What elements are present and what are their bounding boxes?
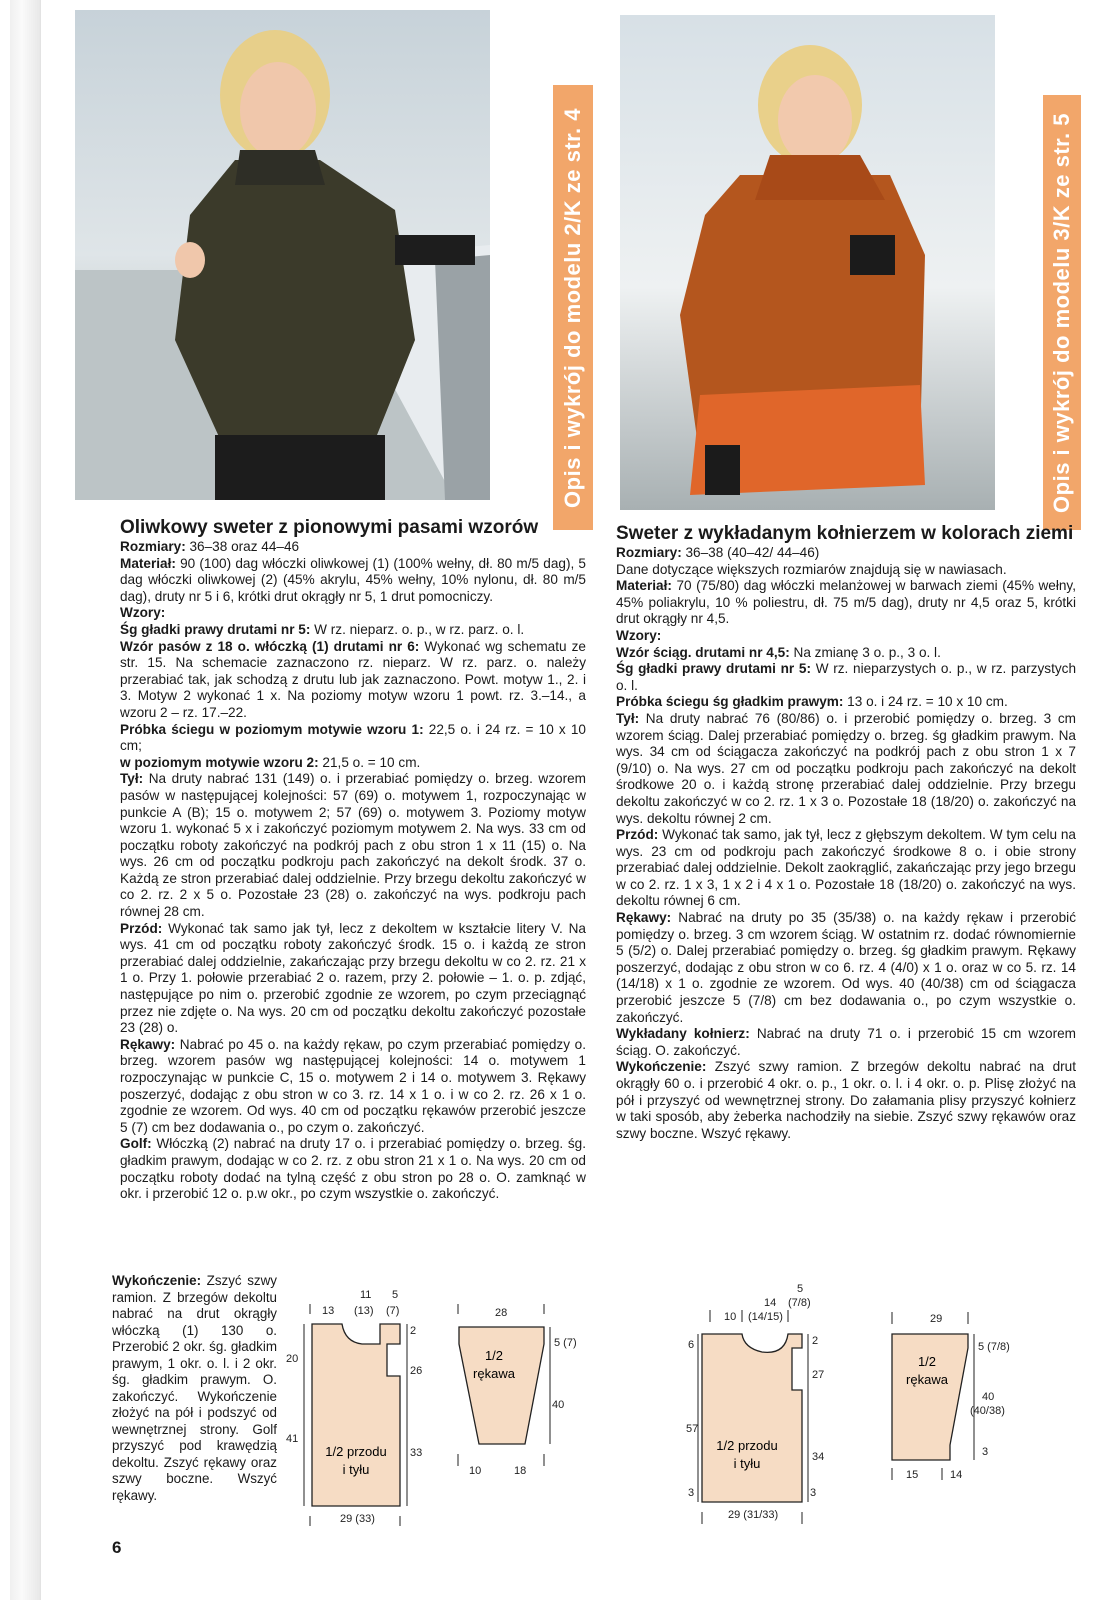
section-paragraph <box>616 827 1076 910</box>
left-finish <box>112 1273 277 1504</box>
rd-body-label-1: 1/2 przodu <box>716 1438 778 1453</box>
rs-40: 40 <box>982 1391 995 1403</box>
right-sections <box>616 545 1076 1142</box>
page-gutter <box>10 0 41 1600</box>
rd-34: 34 <box>812 1451 825 1463</box>
page-number: 6 <box>112 1538 122 1557</box>
section-label: Próbka ściegu śg gładkim prawym: <box>616 694 844 710</box>
ls-10: 10 <box>469 1465 482 1477</box>
section-text: Włóczką (2) nabrać na druty 17 o. i przerabiać pomiędzy o. brzeg. śg. gładkim prawym, dodając w co 2. rz. z obu stron 21 x 1 o. Na wys. 20 cm od początku roboty dodać na tylną część z obu stron po 28 o. O. zamknąć w okr. i przerobić 12 o. p.w okr., po czym wszystkie o. zakończyć. <box>120 1136 586 1202</box>
left-title: Oliwkowy sweter z pionowymi pasami wzorów <box>120 517 539 538</box>
section-text: Na druty nabrać 131 (149) o. i przerabiać pomiędzy o. brzeg. wzorem pasów w następującej kolejności: 57 (69) o. motywem 1, rozpoczynając w punkcie A (B); 15 o. motywem 2; 57 (69) o. motywem 3. Poziomy motyw wzoru 1. wykonać 5 x i zakończyć poziomym motywem 2. Na wys. 33 cm od początku roboty zakończyć na podkrój pach z obu stron 1 x 11 (15) o. Na wys. 26 cm od początku podkroju pach zakończyć na dekolt środk. 37 o. Każdą ze stron przerabiać dalej oddzielnie. Przy brzegu dekoltu zakończyć w co 2. rz. 2 x 5 o. Pozostałe 23 (28) o. zakończyć na wys. podkroju pach równej 28 cm. <box>120 771 586 920</box>
section-text: 70 (75/80) dag włóczki melanżowej w barwach ziemi (45% wełny, 45% poliakrylu, 10 % poliestru, dł. 75 m/5 dag), druty nr 4,5 oraz 5, krótki drut okrągły nr 4,5. <box>616 578 1076 627</box>
ld-13: 13 <box>322 1305 335 1317</box>
section-label: w poziomym motywie wzoru 2: <box>120 754 319 770</box>
ld-5: 5 <box>392 1289 399 1301</box>
ld-41: 41 <box>286 1433 299 1445</box>
rd-27: 27 <box>812 1369 825 1381</box>
section-text: 36–38 (40–42/ 44–46) <box>681 545 820 560</box>
ld-7: (7) <box>386 1305 400 1317</box>
section-paragraph <box>120 722 586 755</box>
ls-57: 5 (7) <box>554 1337 577 1349</box>
rd-10: 10 <box>724 1311 737 1323</box>
section-text: Na zmianę 3 o. p., 3 o. l. <box>789 644 941 660</box>
section-paragraph <box>616 661 1076 694</box>
ld-26: 26 <box>410 1365 423 1377</box>
section-paragraph <box>616 545 1076 562</box>
section-text: 21,5 o. = 10 cm. <box>318 754 421 770</box>
rd-body-label-2: i tyłu <box>733 1456 761 1471</box>
section-label: Tył: <box>616 710 640 726</box>
section-paragraph <box>616 628 1076 645</box>
section-paragraph <box>616 711 1076 827</box>
left-finish-label: Wykończenie: <box>112 1273 202 1288</box>
section-label: Rękawy: <box>616 910 672 926</box>
ld-29: 29 (33) <box>340 1513 375 1525</box>
ls-18: 18 <box>514 1465 527 1477</box>
section-text: Wykonać wg schematu ze str. 15. Na schemacie zaznaczono rz. nieparz. W rz. parz. o. należy przerabiać tak, jak schodzą z drutu lub jak zaznaczono. Powt. motyw 1., 2. i 3. Motyw 2 wykonać 1 x. Na poziomy motyw wzoru 1 powt. rz. 3.–14., a wzoru 2 – rz. 17.–22. <box>120 638 586 720</box>
section-text: 90 (100) dag włóczki oliwkowej (1) (100% wełny, dł. 80 m/5 dag), 5 dag włóczki oliwkowej (2) (45% akrylu, 45% wełny, 10% nylonu, dł. 80 m/5 dag), druty nr 5 i 6, krótki drut okrągły nr 5, 1 drut pomocniczy. <box>120 555 586 604</box>
ls-40: 40 <box>552 1399 565 1411</box>
rd-6: 6 <box>688 1339 695 1351</box>
section-text: Wykonać tak samo, jak tył, lecz z głębszym dekoltem. W tym celu na wys. 23 cm od podkroju pach zakończyć środkowe 8 o. i obie strony przerabiać dalej oddzielnie. Dekolt zaokrąglić, zakańczając przy jego brzegu w co 2. rz. 1 x 3, 1 x 2 i 4 x 1 o. Pozostałe 18 (18/20) o. zakończyć na wys. dekoltu równej 6 cm. <box>616 827 1076 909</box>
section-label: Wzór ściąg. drutami nr 4,5: <box>616 644 790 660</box>
ld-20: 20 <box>286 1353 299 1365</box>
ld-body-label-2: i tyłu <box>342 1462 370 1477</box>
rd-29: 29 (31/33) <box>728 1509 779 1521</box>
section-paragraph <box>120 639 586 722</box>
section-text: 22,5 o. i 24 rz. = 10 x 10 cm; <box>120 721 586 754</box>
side-tab-left-text: Opis i wykrój do modelu 2/K ze str. 4 <box>560 107 585 508</box>
section-label: Rozmiary: <box>120 539 186 554</box>
left-sections <box>120 539 586 1203</box>
rd-1415: (14/15) <box>748 1311 783 1323</box>
rs-4038: (40/38) <box>970 1405 1005 1417</box>
photo-olive-sweater <box>75 10 490 500</box>
left-finish-text: Zszyć szwy ramion. Z brzegów dekoltu nabrać na drut okrągły włóczką (1) 130 o. Przerobić 2 okr. śg. gładkim prawym, 1 okr. o. l. i 2 okr. śg. gładkim prawym. O. zakończyć. Wykończenie złożyć na pół i podszyć od wewnętrznej strony. Golf przyszyć pod krawędzią dekoltu. Zszyć rękawy oraz szwy boczne. Wszyć rękawy. <box>112 1273 277 1503</box>
rd-3a: 3 <box>688 1487 695 1499</box>
rs-29: 29 <box>930 1313 943 1325</box>
section-paragraph <box>616 1059 1076 1142</box>
section-text: W rz. nieparzystych o. p., w rz. parzystych o. l. <box>616 661 1077 693</box>
rs-15: 15 <box>906 1469 919 1481</box>
section-text: Nabrać na druty po 35 (35/38) o. na każdy rękaw i przerobić pomiędzy o. brzeg. 3 cm wzorem ściąg. W ostatnim rz. dodać równomiernie 5 (5/2) o. Dalej przerabiać pomiędzy o. brzeg. śg gładkim prawym. Rękawy poszerzyć, dodając z obu stron w co 6. rz. 4 (4/0) x 1 o. oraz w co 5. rz. 14 (14/18) x 1 o. zgodnie ze wzorem. Od wys. 40 (40/38) cm od ściągacza przerobić jeszcze 5 (7/8) cm bez dodawania o., po czym wszystkie o. zakończyć. <box>616 910 1076 1025</box>
section-label: Rozmiary: <box>616 545 682 560</box>
section-label: Wykładany kołnierz: <box>616 1026 750 1042</box>
rd-2: 2 <box>812 1335 819 1347</box>
section-label: Przód: <box>616 827 659 843</box>
section-text: W rz. nieparz. o. p., w rz. parz. o. l. <box>310 621 525 637</box>
section-paragraph <box>616 562 1076 579</box>
ld-2: 2 <box>410 1325 417 1337</box>
section-paragraph <box>616 910 1076 1026</box>
section-paragraph <box>120 921 586 1037</box>
rs-3: 3 <box>982 1446 989 1458</box>
section-paragraph <box>616 645 1076 662</box>
ls-label-1: 1/2 <box>484 1348 504 1363</box>
section-label: Tył: <box>120 771 144 787</box>
side-tab-left <box>553 85 593 530</box>
section-text: 36–38 oraz 44–46 <box>185 539 300 554</box>
rd-3b: 3 <box>810 1487 817 1499</box>
section-text: 13 o. i 24 rz. = 10 x 10 cm. <box>843 694 1008 710</box>
section-label: Materiał: <box>120 555 176 571</box>
section-label: Wzory: <box>120 605 166 621</box>
section-label: Próbka ściegu w poziomym motywie wzoru 1: <box>120 721 424 737</box>
section-label: Golf: <box>120 1136 152 1152</box>
section-text: Nabrać po 45 o. na każdy rękaw, po czym przerabiać pomiędzy o. brzeg. wzorem pasów wg następującej kolejności: 14 o. motywem 1 rozpoczynając w punkcie C, 15 o. motywem 2 i 14 o. motywem 3. Rękawy poszerzyć, dodając z obu stron w co 3. rz. 14 x 1 o. i w co 2. rz. 26 x 1 o. zgodnie ze wzorem. Od wys. 40 cm od początku rękawów przerobić jeszcze 5 (7) cm bez dodawania o., po czym o. zakończyć. <box>120 1036 586 1135</box>
right-title: Sweter z wykładanym kołnierzem w kolorach ziemi <box>616 523 1074 544</box>
ld-11: 11 <box>360 1289 372 1301</box>
photo-earth-sweater <box>620 15 995 510</box>
rd-14: 14 <box>764 1297 777 1309</box>
section-label: Śg gładki prawy drutami nr 5: <box>120 621 311 637</box>
ld-33: 33 <box>410 1447 423 1459</box>
left-finish-paragraph <box>112 1273 277 1504</box>
left-pattern-diagram <box>282 1284 587 1554</box>
rd-5: 5 <box>797 1283 804 1295</box>
section-label: Śg gładki prawy drutami nr 5: <box>616 661 811 677</box>
ls-label-2: rękawa <box>473 1366 515 1381</box>
rd-78: (7/8) <box>788 1297 811 1309</box>
section-paragraph <box>120 556 586 606</box>
rs-578: 5 (7/8) <box>978 1341 1010 1353</box>
side-tab-right <box>1043 95 1081 530</box>
section-label: Wzór pasów z 18 o. włóczką (1) drutami nr 6: <box>120 638 420 654</box>
section-paragraph <box>616 1026 1076 1059</box>
ld-13b: (13) <box>354 1305 374 1317</box>
section-paragraph <box>616 694 1076 711</box>
section-paragraph <box>120 539 586 556</box>
left-column <box>120 517 586 1203</box>
section-text: Zszyć szwy ramion. Z brzegów dekoltu nabrać na drut okrągły 60 o. i przerobić 4 okr. o. p., 1 okr. o. l. i 4 okr. o. p. Plisę złożyć na pół i przyszyć od wewnętrznej strony. Do załamania plisy przyszyć kołnierz w taki sposób, aby żeberka nachodziły na siebie. Zszyć szwy rękawów oraz szwy boczne. Wszyć rękawy. <box>616 1059 1076 1141</box>
side-tab-right-text: Opis i wykrój do modelu 3/K ze str. 5 <box>1049 112 1074 513</box>
section-text: Wykonać tak samo jak tył, lecz z dekoltem w kształcie litery V. Na wys. 41 cm od początku roboty zakończyć środk. 15 o. i każdą ze stron przerabiać dalej oddzielnie, zakańczając przy brzegu dekoltu w co 2. rz. 21 x 1 o. Przy 1. połowie przerabiać 2 o. razem, przy 2. połowie – 1. o. p. zdjąć, następujące po nim o. przerobić zgodnie ze wzorem, po czym przeciągnąć przez nie zdjęte o. Na wys. 20 cm od początku dekoltu zakończyć pozostałe 23 (28) o. <box>120 920 586 1036</box>
section-label: Przód: <box>120 920 163 936</box>
section-paragraph <box>120 605 586 622</box>
section-paragraph <box>120 622 586 639</box>
rs-label-2: rękawa <box>906 1372 948 1387</box>
section-text: Nabrać na druty 71 o. i przerobić 15 cm wzorem ściąg. O. zakończyć. <box>616 1026 1076 1058</box>
rd-57: 57 <box>686 1423 699 1435</box>
right-column <box>616 523 1076 1142</box>
section-text: Dane dotyczące większych rozmiarów znajdują się w nawiasach. <box>616 561 1007 577</box>
rs-14: 14 <box>950 1469 963 1481</box>
section-paragraph <box>120 1037 586 1137</box>
section-label: Wzory: <box>616 627 662 643</box>
section-paragraph <box>120 755 586 772</box>
section-text: Na druty nabrać 76 (80/86) o. i przerobić pomiędzy o. brzeg. 3 cm wzorem ściąg. Dalej przerabiać pomiędzy o. brzeg. śg gładkim prawym. Na wys. 34 cm od ściągacza zakończyć na podkrój pach z obu stron 1 x 7 (9/10) o. Na wys. 27 cm od początku podkroju pach zakończyć na dekolt środkowe 20 o. i każdą stronę przerabiać dalej oddzielnie. Przy brzegu dekoltu zakończyć w co 2. rz. 1 x 3 o. Pozostałe 18 (18/20) o. zakończyć na wys. dekoltu równej 2 cm. <box>616 710 1076 826</box>
right-pattern-diagram <box>680 1280 1080 1550</box>
section-paragraph <box>120 771 586 920</box>
ld-body-label-1: 1/2 przodu <box>325 1444 387 1459</box>
section-paragraph <box>120 1136 586 1202</box>
ls-28: 28 <box>495 1307 508 1319</box>
section-label: Rękawy: <box>120 1036 176 1052</box>
section-label: Materiał: <box>616 578 672 594</box>
section-label: Wykończenie: <box>616 1059 707 1075</box>
rs-label-1: 1/2 <box>917 1354 937 1369</box>
section-paragraph <box>616 578 1076 628</box>
